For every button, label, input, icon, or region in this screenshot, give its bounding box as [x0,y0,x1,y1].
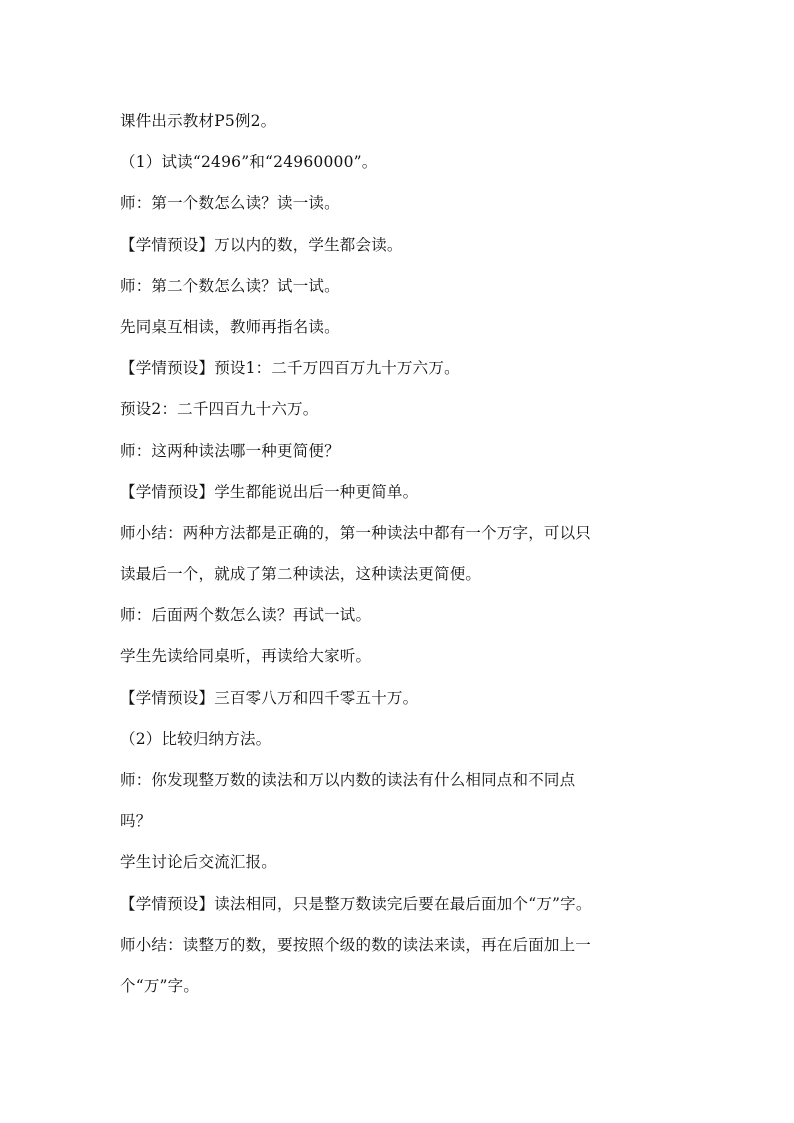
text-line-21: 师小结：读整万的数，要按照个级的数的读法来读，再在后面加上一 [120,935,592,954]
text-line-15: 【学情预设】三百零八万和四千零五十万。 [120,688,419,707]
text-line-4: 【学情预设】万以内的数，学生都会读。 [120,235,403,254]
text-line-9: 师：这两种读法哪一种更简便？ [120,441,340,460]
text-line-20: 【学情预设】读法相同，只是整万数读完后要在最后面加个“万”字。 [120,894,592,913]
text-line-19: 学生讨论后交流汇报。 [120,853,278,872]
text-line-2: （1）试读“2496”和“24960000”。 [120,153,378,172]
text-line-6: 先同桌互相读，教师再指名读。 [120,317,340,336]
text-line-10: 【学情预设】学生都能说出后一种更简单。 [120,482,419,501]
text-line-22: 个“万”字。 [120,976,200,995]
text-line-5: 师：第二个数怎么读？试一试。 [120,276,340,295]
text-line-18: 吗？ [120,812,152,831]
text-line-17: 师：你发现整万数的读法和万以内数的读法有什么相同点和不同点 [120,771,576,789]
text-line-8: 预设2：二千四百九十六万。 [120,400,319,419]
text-line-16: （2）比较归纳方法。 [120,729,272,748]
document-body [120,101,680,1007]
text-line-7: 【学情预设】预设1：二千万四百万九十万六万。 [120,359,460,378]
text-line-14: 学生先读给同桌听，再读给大家听。 [120,647,372,666]
text-line-3: 师：第一个数怎么读？读一读。 [120,194,340,213]
text-line-13: 师：后面两个数怎么读？再试一试。 [120,606,372,625]
text-line-12: 读最后一个，就成了第二种读法，这种读法更简便。 [120,565,482,584]
text-line-1: 课件出示教材P5例2。 [120,112,277,130]
text-line-11: 师小结：两种方法都是正确的，第一种读法中都有一个万字，可以只 [120,523,592,542]
